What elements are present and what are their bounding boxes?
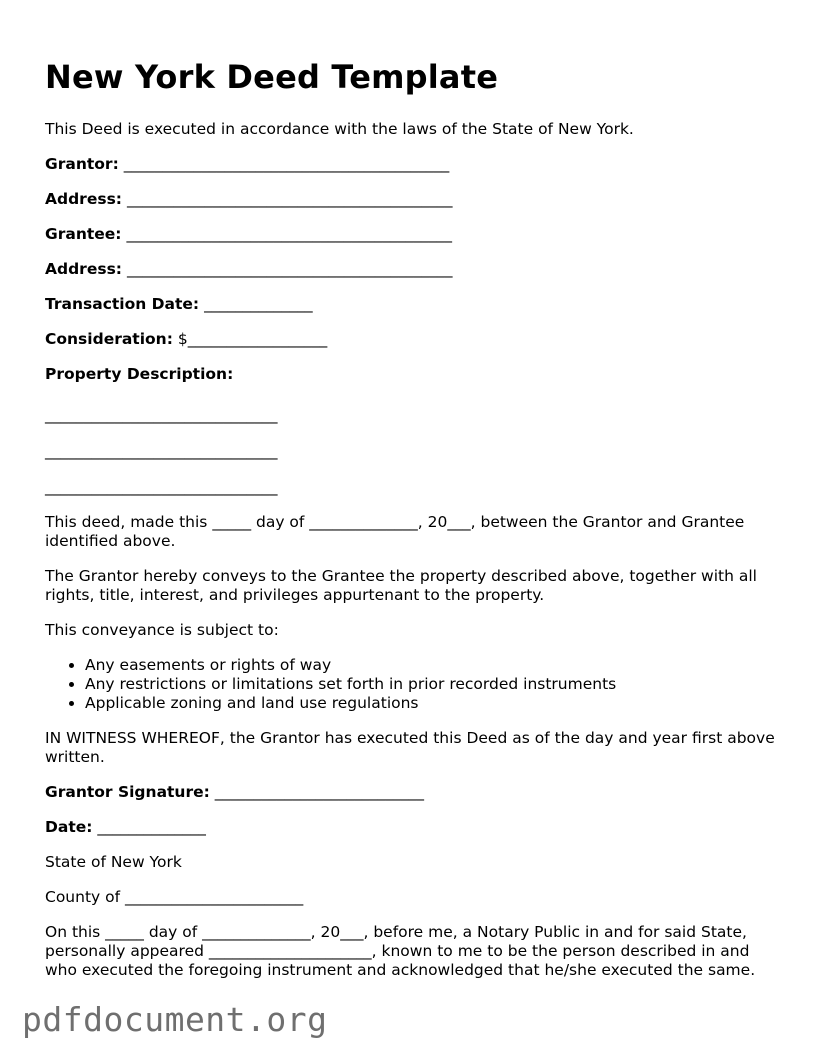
state-line: State of New York bbox=[45, 853, 182, 871]
grantor-address-blank[interactable]: __________________________________________ bbox=[126, 190, 453, 208]
transaction-date-blank[interactable]: ______________ bbox=[204, 295, 313, 313]
grantor-field bbox=[45, 155, 785, 174]
consideration-blank[interactable]: $__________________ bbox=[177, 330, 328, 348]
signature-date-blank[interactable]: ______________ bbox=[97, 818, 206, 836]
consideration-field bbox=[45, 330, 785, 349]
witness-paragraph: IN WITNESS WHEREOF, the Grantor has executed this Deed as of the day and year first above written. bbox=[45, 729, 775, 766]
intro-text: This Deed is executed in accordance with the laws of the State of New York. bbox=[45, 120, 634, 138]
property-description-label: Property Description: bbox=[45, 365, 234, 383]
page-title: New York Deed Template bbox=[45, 58, 499, 96]
property-line[interactable]: ______________________________ bbox=[45, 406, 278, 424]
signature-date-field bbox=[45, 818, 785, 837]
property-line[interactable]: ______________________________ bbox=[45, 478, 278, 496]
grantee-address-label: Address: bbox=[45, 260, 122, 278]
grantor-blank[interactable]: __________________________________________ bbox=[123, 155, 450, 173]
grantee-address-blank[interactable]: __________________________________________ bbox=[126, 260, 453, 278]
conveyance-paragraph: The Grantor hereby conveys to the Grantee the property described above, together with all rights, title, interest, and privileges appurtenant to the property. bbox=[45, 567, 757, 604]
grantee-label: Grantee: bbox=[45, 225, 122, 243]
grantor-signature-field bbox=[45, 783, 785, 802]
grantee-address-field bbox=[45, 260, 785, 279]
conditions-list bbox=[45, 656, 785, 713]
list-item: • Applicable zoning and land use regulations bbox=[85, 694, 785, 713]
transaction-date-label: Transaction Date: bbox=[45, 295, 200, 313]
signature-date-label: Date: bbox=[45, 818, 93, 836]
list-item: • Any easements or rights of way bbox=[85, 656, 785, 675]
notary-paragraph: On this _____ day of ______________, 20___, before me, a Notary Public in and for said State, personally appeared _____________________, known to me to be the person described in and who executed the foregoing instrument and acknowledged that he/she executed the same. bbox=[45, 923, 756, 979]
grantee-field bbox=[45, 225, 785, 244]
property-line[interactable]: ______________________________ bbox=[45, 442, 278, 460]
consideration-label: Consideration: bbox=[45, 330, 173, 348]
grantor-address-label: Address: bbox=[45, 190, 122, 208]
deed-made-paragraph: This deed, made this _____ day of ______________, 20___, between the Grantor and Grantee identified above. bbox=[45, 513, 745, 550]
grantor-signature-label: Grantor Signature: bbox=[45, 783, 210, 801]
county-line: County of _______________________ bbox=[45, 888, 304, 906]
transaction-date-field bbox=[45, 295, 785, 314]
subject-to-paragraph: This conveyance is subject to: bbox=[45, 621, 279, 639]
grantee-blank[interactable]: __________________________________________ bbox=[126, 225, 452, 243]
grantor-signature-blank[interactable]: ___________________________ bbox=[214, 783, 425, 801]
grantor-label: Grantor: bbox=[45, 155, 119, 173]
watermark-logo: pdfdocument.org bbox=[22, 1000, 328, 1039]
list-item: • Any restrictions or limitations set forth in prior recorded instruments bbox=[85, 675, 785, 694]
grantor-address-field bbox=[45, 190, 785, 209]
property-description-field bbox=[45, 365, 785, 384]
deed-document bbox=[45, 58, 785, 996]
